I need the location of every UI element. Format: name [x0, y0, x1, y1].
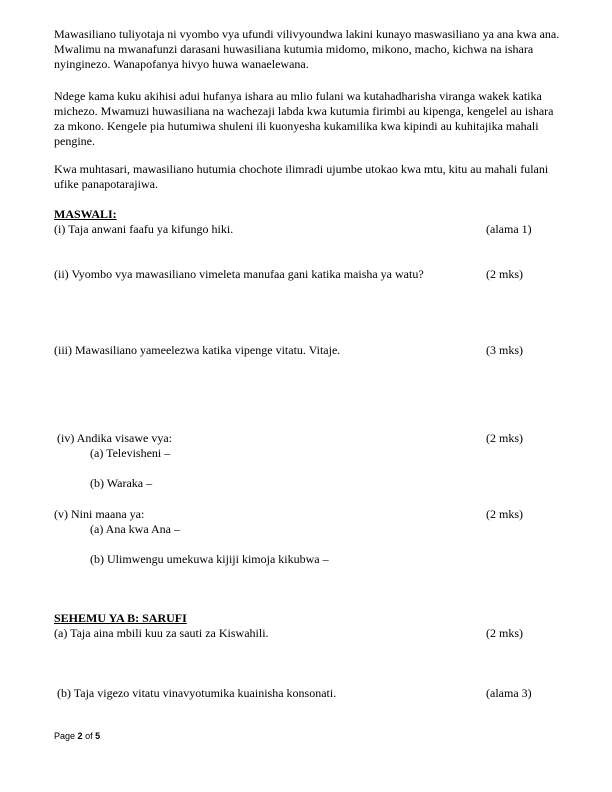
sehemu-b-question-b: (b) Taja vigezo vitatu vinavyotumika kuainisha konsonati.: [57, 686, 337, 700]
of-label: of: [85, 731, 93, 741]
current-page: 2: [77, 731, 83, 741]
passage-paragraph-2: Ndege kama kuku akihisi adui hufanya ishara au mlio fulani wa kutahadharisha viranga wakek katika michezo. Mwamuzi huwasiliana na wachezaji labda kwa kutumia firimbi au kipenga, kengelel au ishara za mkono. Kengele pia hutumiwa shuleni ili kuonyesha kukamilika kwa kipindi au kuhitajika mahali pengine.: [54, 89, 554, 148]
question-4-marks: (2 mks): [486, 431, 523, 445]
question-2-marks: (2 mks): [486, 267, 523, 281]
question-3: (iii) Mawasiliano yameelezwa katika vipenge vitatu. Vitaje.: [54, 343, 341, 357]
sehemu-b-question-b-marks: (alama 3): [486, 686, 532, 700]
question-4: (iv) Andika visawe vya:: [57, 431, 172, 445]
sehemu-b-heading: SEHEMU YA B: SARUFI: [54, 611, 187, 625]
passage-paragraph-3: Kwa muhtasari, mawasiliano hutumia chochote ilimradi ujumbe utokao kwa mtu, kitu au mahali fulani ufike panapotarajiwa.: [54, 162, 549, 191]
question-5a: (a) Ana kwa Ana –: [90, 522, 180, 536]
question-4a: (a) Televisheni –: [90, 446, 171, 460]
question-1-marks: (alama 1): [486, 222, 532, 236]
passage-paragraph-1: Mawasiliano tuliyotaja ni vyombo vya ufundi vilivyoundwa lakini kunayo maswasiliano ya ana kwa ana. Mwalimu na mwanafunzi darasani huwasiliana kutumia midomo, mikono, macho, kichwa na ishara nyinginezo. Wanapofanya hivyo huwa wanaelewana.: [54, 27, 560, 71]
total-pages: 5: [95, 731, 101, 741]
question-3-marks: (3 mks): [486, 343, 523, 357]
maswali-heading: MASWALI:: [54, 207, 117, 221]
question-1: (i) Taja anwani faafu ya kifungo hiki.: [54, 222, 234, 236]
question-5b: (b) Ulimwengu umekuwa kijiji kimoja kikubwa –: [90, 552, 329, 566]
question-4b: (b) Waraka –: [90, 476, 153, 490]
question-2: (ii) Vyombo vya mawasiliano vimeleta manufaa gani katika maisha ya watu?: [54, 267, 424, 281]
question-5: (v) Nini maana ya:: [54, 507, 145, 521]
sehemu-b-question-a: (a) Taja aina mbili kuu za sauti za Kiswahili.: [54, 626, 269, 640]
question-5-marks: (2 mks): [486, 507, 523, 521]
page-number: [54, 731, 100, 742]
sehemu-b-question-a-marks: (2 mks): [486, 626, 523, 640]
page-label: Page: [54, 731, 76, 741]
